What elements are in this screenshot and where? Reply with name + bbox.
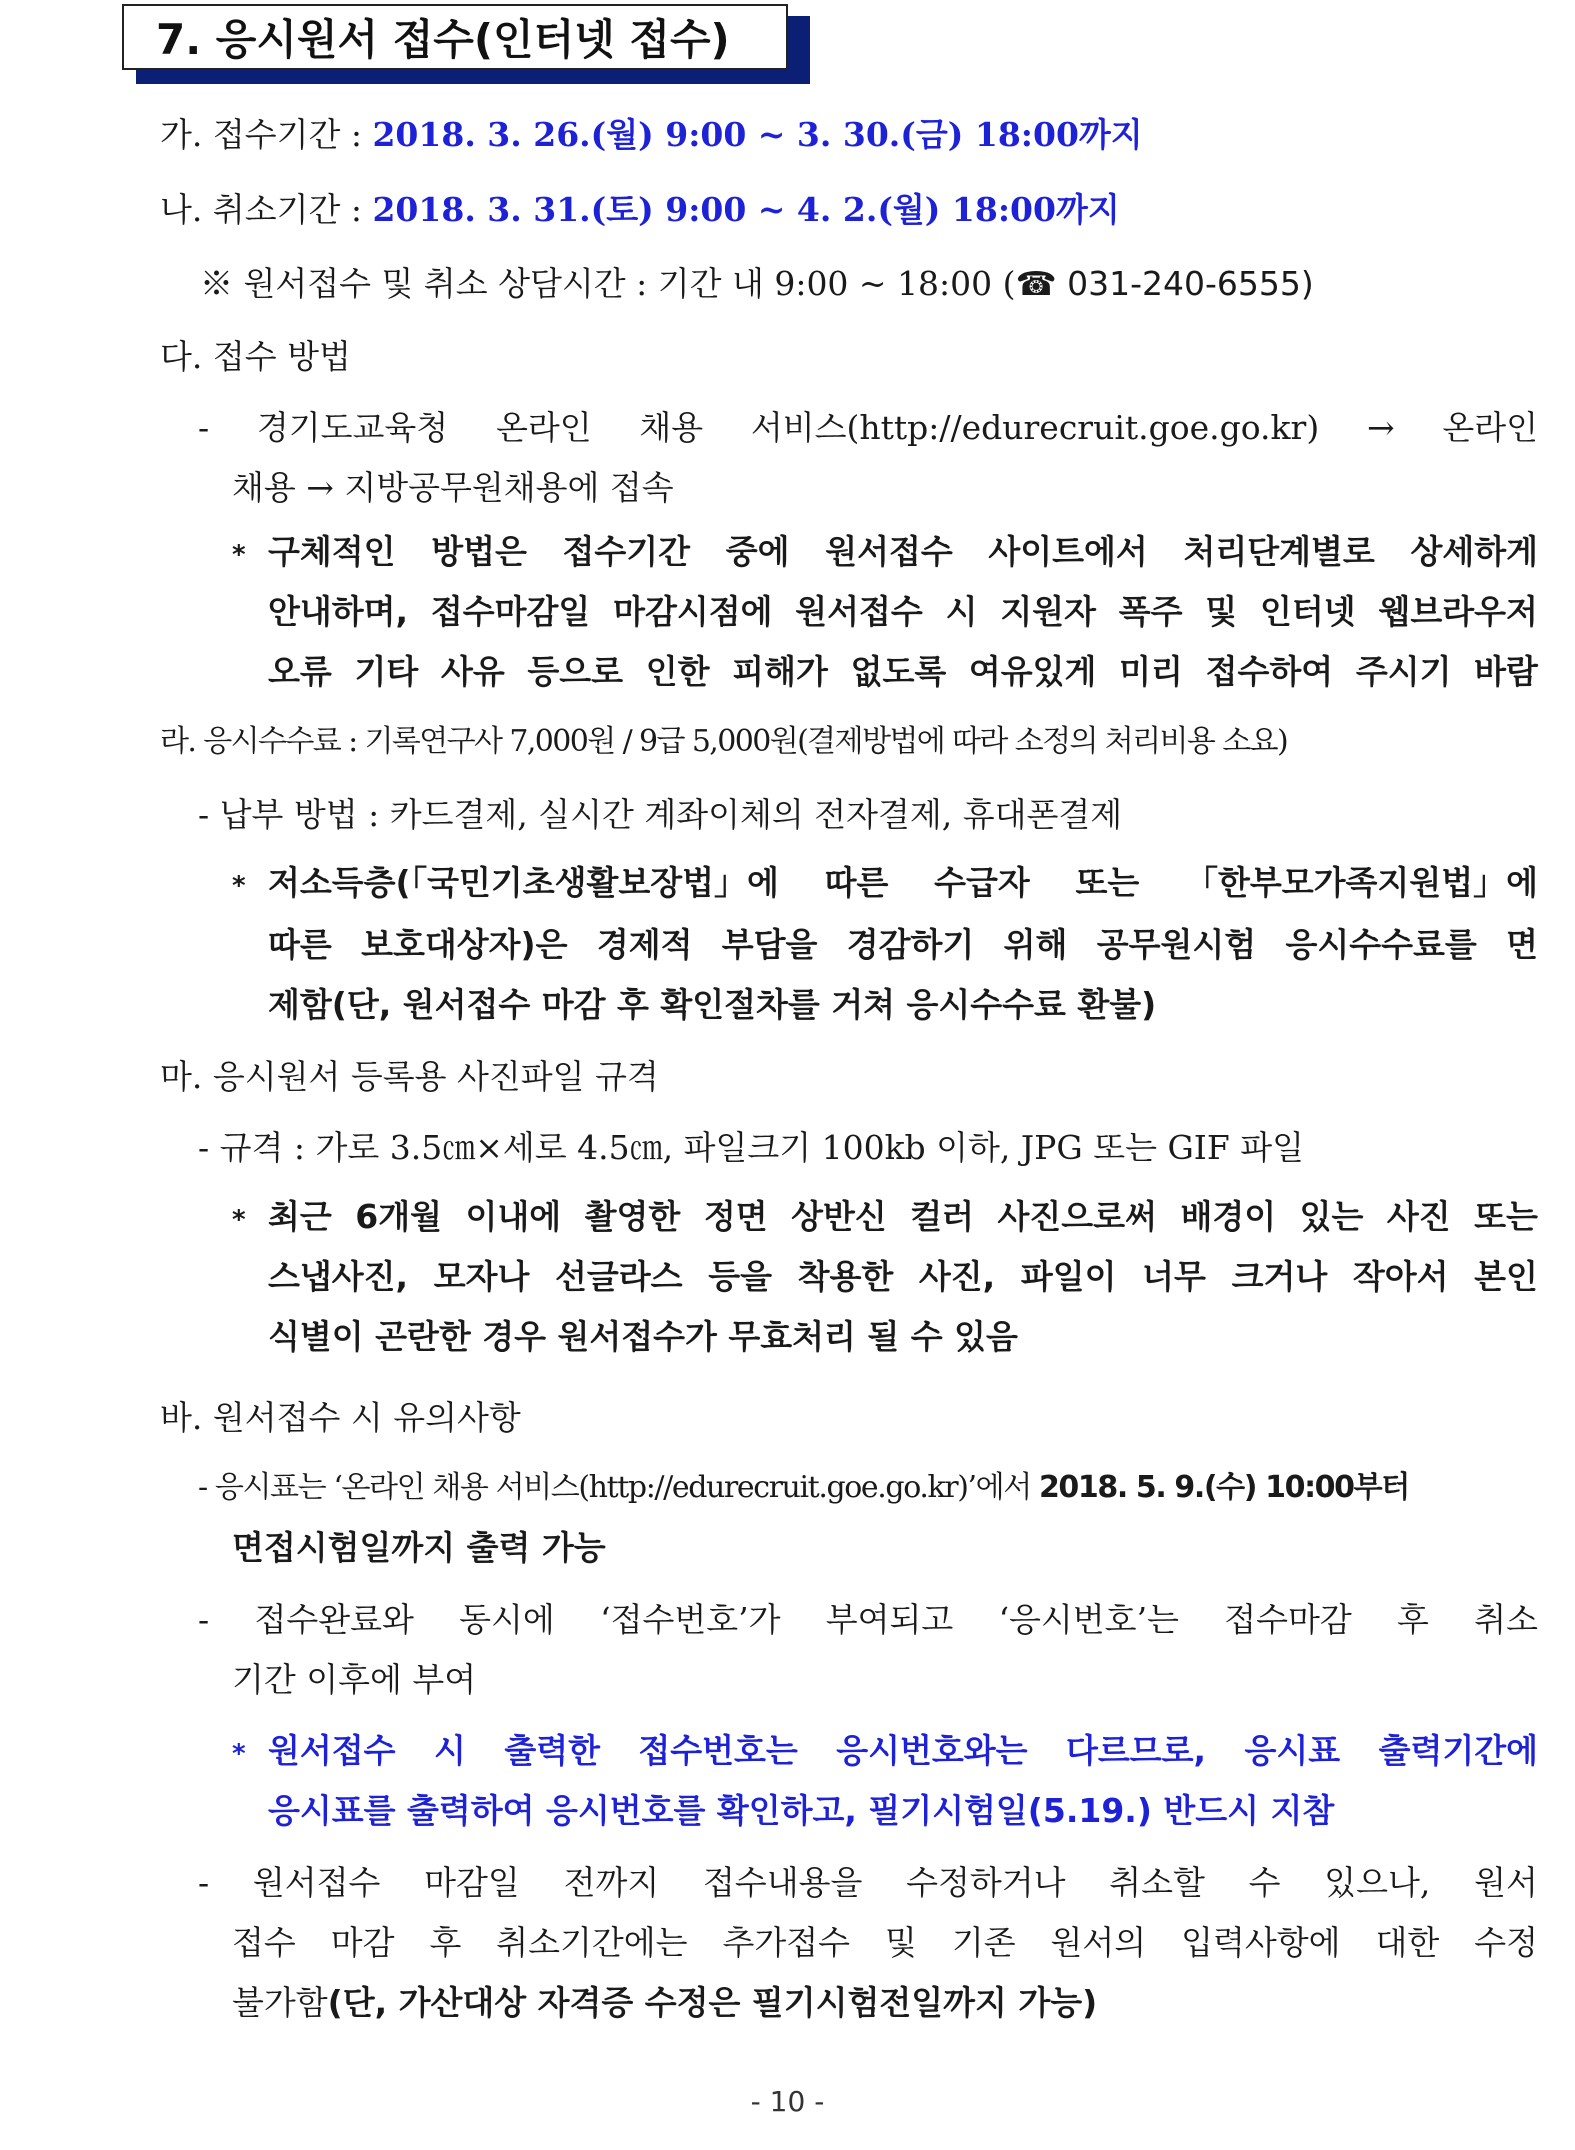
word: 원서 <box>1474 1863 1538 1902</box>
precautions-heading: 바. 원서접수 시 유의사항 <box>160 1398 521 1437</box>
word: 시 <box>433 1731 466 1770</box>
word: 파일이 <box>1020 1257 1117 1296</box>
word: 채용 <box>639 408 704 447</box>
word: 마감일 <box>424 1863 520 1902</box>
word: 스냅사진, <box>268 1257 409 1296</box>
word: 응시번호와는 <box>836 1731 1028 1770</box>
photo-note-line3: 식별이 곤란한 경우 원서접수가 무효처리 될 수 있음 <box>268 1317 1018 1356</box>
word: 수 <box>1248 1863 1281 1902</box>
word: 착용한 <box>797 1257 894 1296</box>
word: 상반신 <box>791 1197 887 1236</box>
word: 기존 <box>951 1923 1016 1962</box>
word: 원서접수 <box>268 1731 396 1770</box>
word: 경제적 <box>596 925 693 964</box>
word: 시 <box>945 592 978 631</box>
method-note-line2 <box>268 592 1538 632</box>
payment-method: - 납부 방법 : 카드결제, 실시간 계좌이체의 전자결제, 휴대폰결제 <box>198 795 1123 834</box>
word: 추가접수 <box>722 1923 851 1962</box>
photo-spec: - 규격 : 가로 3.5㎝×세로 4.5㎝, 파일크기 100kb 이하, JPG 또는 GIF 파일 <box>198 1128 1304 1167</box>
word: 수정 <box>1474 1923 1538 1962</box>
word: 후 <box>1397 1600 1429 1639</box>
word: 접수기간 <box>562 532 691 571</box>
word: 인터넷 <box>1260 592 1356 631</box>
word: 너무 <box>1142 1257 1206 1296</box>
word: 또는 <box>1075 863 1140 902</box>
word: 있는 <box>1299 1197 1364 1236</box>
photo-note-line1 <box>268 1197 1538 1237</box>
page-number: - 10 - <box>750 2085 825 2118</box>
word: 폭주 <box>1118 592 1183 631</box>
admission-ticket-text: - 응시표는 ‘온라인 채용 서비스(http://edurecruit.goe.go.kr)’에서 <box>198 1470 1039 1505</box>
word: 다르므로, <box>1065 1731 1207 1770</box>
word: 및 <box>884 1923 917 1962</box>
word: 보호대상자)은 <box>361 925 568 964</box>
word: 방법은 <box>431 532 527 571</box>
method-note-line1 <box>268 532 1538 572</box>
phone-icon: ☎ <box>1015 264 1057 303</box>
word: ‘접수번호’가 <box>600 1600 781 1639</box>
word: 여유있게 <box>968 652 1097 691</box>
word: 접수마감일 <box>430 592 591 631</box>
photo-note-line2 <box>268 1257 1538 1297</box>
word: - <box>198 1863 210 1902</box>
numbering-bullet-line1 <box>198 1600 1538 1640</box>
note-star: * <box>232 540 246 570</box>
fee-note-line3: 제함(단, 원서접수 마감 후 확인절차를 거쳐 응시수수료 환불) <box>268 985 1157 1024</box>
consultation-hours-note <box>200 264 1314 304</box>
word: 안내하며, <box>268 592 409 631</box>
modification-exception: (단, 가산대상 자격증 수정은 필기시험전일까지 가능) <box>327 1983 1098 2022</box>
modification-bullet-line3 <box>232 1983 1097 2023</box>
word: 없도록 <box>850 652 947 691</box>
word: 배경이 <box>1180 1197 1277 1236</box>
word: 컬러 <box>910 1197 975 1236</box>
word: 이내에 <box>465 1197 562 1236</box>
word: 접수완료와 <box>254 1600 414 1639</box>
word: 사진 <box>1386 1197 1451 1236</box>
word: 6개월 <box>355 1197 442 1236</box>
word: 등을 <box>708 1257 772 1296</box>
word: 동시에 <box>459 1600 555 1639</box>
word: 저소득층(「국민기초생활보장법」에 <box>268 863 779 902</box>
word: 바람 <box>1474 652 1538 691</box>
word: 후 <box>429 1923 462 1962</box>
word: 전까지 <box>563 1863 660 1902</box>
word: 마감시점에 <box>613 592 773 631</box>
word: 대한 <box>1375 1923 1440 1962</box>
method-note-line3 <box>268 652 1538 692</box>
word: 접수하여 <box>1205 652 1334 691</box>
word: 온라인 <box>495 408 592 447</box>
word: 부담을 <box>721 925 818 964</box>
word: 사이트에서 <box>988 532 1148 571</box>
word: 오류 <box>268 652 332 691</box>
note-star: * <box>232 1205 246 1235</box>
word: 최근 <box>268 1197 332 1236</box>
word: 부여되고 <box>825 1600 954 1639</box>
section-header <box>122 4 810 84</box>
word: 및 <box>1205 592 1238 631</box>
modification-bullet-line2 <box>232 1923 1538 1963</box>
fee-note-line2 <box>268 925 1538 965</box>
website-url: 서비스(http://edurecruit.goe.go.kr) <box>750 408 1320 447</box>
registration-period-dates: 2018. 3. 26.(월) 9:00 ~ 3. 30.(금) 18:00까지 <box>372 115 1143 154</box>
exam-number-note-line1 <box>268 1731 1538 1771</box>
word: 접수마감 <box>1224 1600 1352 1639</box>
word: - <box>198 1600 210 1639</box>
word: 미리 <box>1119 652 1183 691</box>
word: 중에 <box>725 532 790 571</box>
word: ‘응시번호’는 <box>998 1600 1179 1639</box>
word: 응시표 <box>1244 1731 1341 1770</box>
section-title: 7. 응시원서 접수(인터넷 접수) <box>122 4 788 70</box>
word: 입력사항에 <box>1181 1923 1341 1962</box>
word: 정면 <box>703 1197 768 1236</box>
note-star: * <box>232 1739 246 1769</box>
method-heading: 다. 접수 방법 <box>160 337 351 376</box>
word: 원서접수 <box>795 592 923 631</box>
word: 응시수수료를 <box>1285 925 1477 964</box>
word: 면 <box>1506 925 1538 964</box>
admission-ticket-line2: 면접시험일까지 출력 가능 <box>232 1528 606 1567</box>
word: 있으나, <box>1324 1863 1431 1902</box>
consultation-hours-text: ※ 원서접수 및 취소 상담시간 : 기간 내 9:00 ~ 18:00 ( <box>200 264 1016 303</box>
word: 취소 <box>1474 1600 1538 1639</box>
word: 주시기 <box>1355 652 1452 691</box>
word: 지원자 <box>1000 592 1096 631</box>
word: 출력한 <box>504 1731 600 1770</box>
word: 본인 <box>1474 1257 1538 1296</box>
word: 「한부모가족지원법」에 <box>1185 863 1538 902</box>
word: 원서접수 <box>252 1863 381 1902</box>
word: 사유 <box>440 652 505 691</box>
word: 피해가 <box>732 652 828 691</box>
note-star: * <box>232 871 246 901</box>
word: 출력기간에 <box>1378 1731 1538 1770</box>
word: 접수내용을 <box>702 1863 863 1902</box>
cancellation-period-dates: 2018. 3. 31.(토) 9:00 ~ 4. 2.(월) 18:00까지 <box>372 190 1120 229</box>
word: - <box>198 408 210 447</box>
registration-period <box>160 115 1143 155</box>
word: 상세하게 <box>1410 532 1538 571</box>
photo-heading: 마. 응시원서 등록용 사진파일 규격 <box>160 1057 659 1096</box>
word: 또는 <box>1474 1197 1538 1236</box>
exam-number-note-line2: 응시표를 출력하여 응시번호를 확인하고, 필기시험일(5.19.) 반드시 지참 <box>268 1791 1335 1830</box>
word: 촬영한 <box>584 1197 681 1236</box>
word: 모자나 <box>433 1257 530 1296</box>
word: 공무원시험 <box>1096 925 1257 964</box>
word: 취소기간에는 <box>496 1923 688 1962</box>
word: 따른 <box>824 863 889 902</box>
word: 원서접수 <box>825 532 953 571</box>
word: 온라인 <box>1442 408 1538 447</box>
method-bullet-line1 <box>198 408 1538 448</box>
fee-heading: 라. 응시수수료 : 기록연구사 7,000원 / 9급 5,000원(결제방법에 따라 소정의 처리비용 소요) <box>160 724 1288 759</box>
word: 기타 <box>354 652 419 691</box>
word: 사진으로써 <box>997 1197 1157 1236</box>
modification-bullet-line1 <box>198 1863 1538 1903</box>
cancellation-period-label: 나. 취소기간 : <box>160 190 373 229</box>
word: 경감하기 <box>846 925 975 964</box>
method-bullet-line2: 채용 → 지방공무원채용에 접속 <box>232 468 674 507</box>
word: 수급자 <box>934 863 1030 902</box>
cancellation-period <box>160 190 1120 230</box>
arrow: → <box>1366 408 1395 447</box>
word: 구체적인 <box>268 532 396 571</box>
word: 등으로 <box>527 652 624 691</box>
admission-ticket-date: 2018. 5. 9.(수) 10:00부터 <box>1038 1470 1409 1505</box>
word: 마감 <box>330 1923 395 1962</box>
word: 웹브라우저 <box>1378 592 1538 631</box>
numbering-bullet-line2: 기간 이후에 부여 <box>232 1660 477 1699</box>
word: 처리단계별로 <box>1183 532 1375 571</box>
word: 선글라스 <box>555 1257 683 1296</box>
word: 원서의 <box>1050 1923 1147 1962</box>
phone-number: 031-240-6555) <box>1056 264 1314 303</box>
word: 따른 <box>268 925 332 964</box>
registration-period-label: 가. 접수기간 : <box>160 115 373 154</box>
modification-text: 불가함 <box>232 1983 328 2022</box>
word: 위해 <box>1003 925 1068 964</box>
word: 크거나 <box>1231 1257 1328 1296</box>
word: 사진, <box>918 1257 996 1296</box>
word: 취소할 <box>1109 1863 1205 1902</box>
admission-ticket-note <box>198 1468 1409 1508</box>
word: 인한 <box>645 652 710 691</box>
word: 접수번호는 <box>638 1731 798 1770</box>
word: 수정하거나 <box>906 1863 1066 1902</box>
word: 경기도교육청 <box>256 408 449 447</box>
word: 작아서 <box>1352 1257 1449 1296</box>
fee-note-line1 <box>268 863 1538 903</box>
word: 접수 <box>232 1923 296 1962</box>
